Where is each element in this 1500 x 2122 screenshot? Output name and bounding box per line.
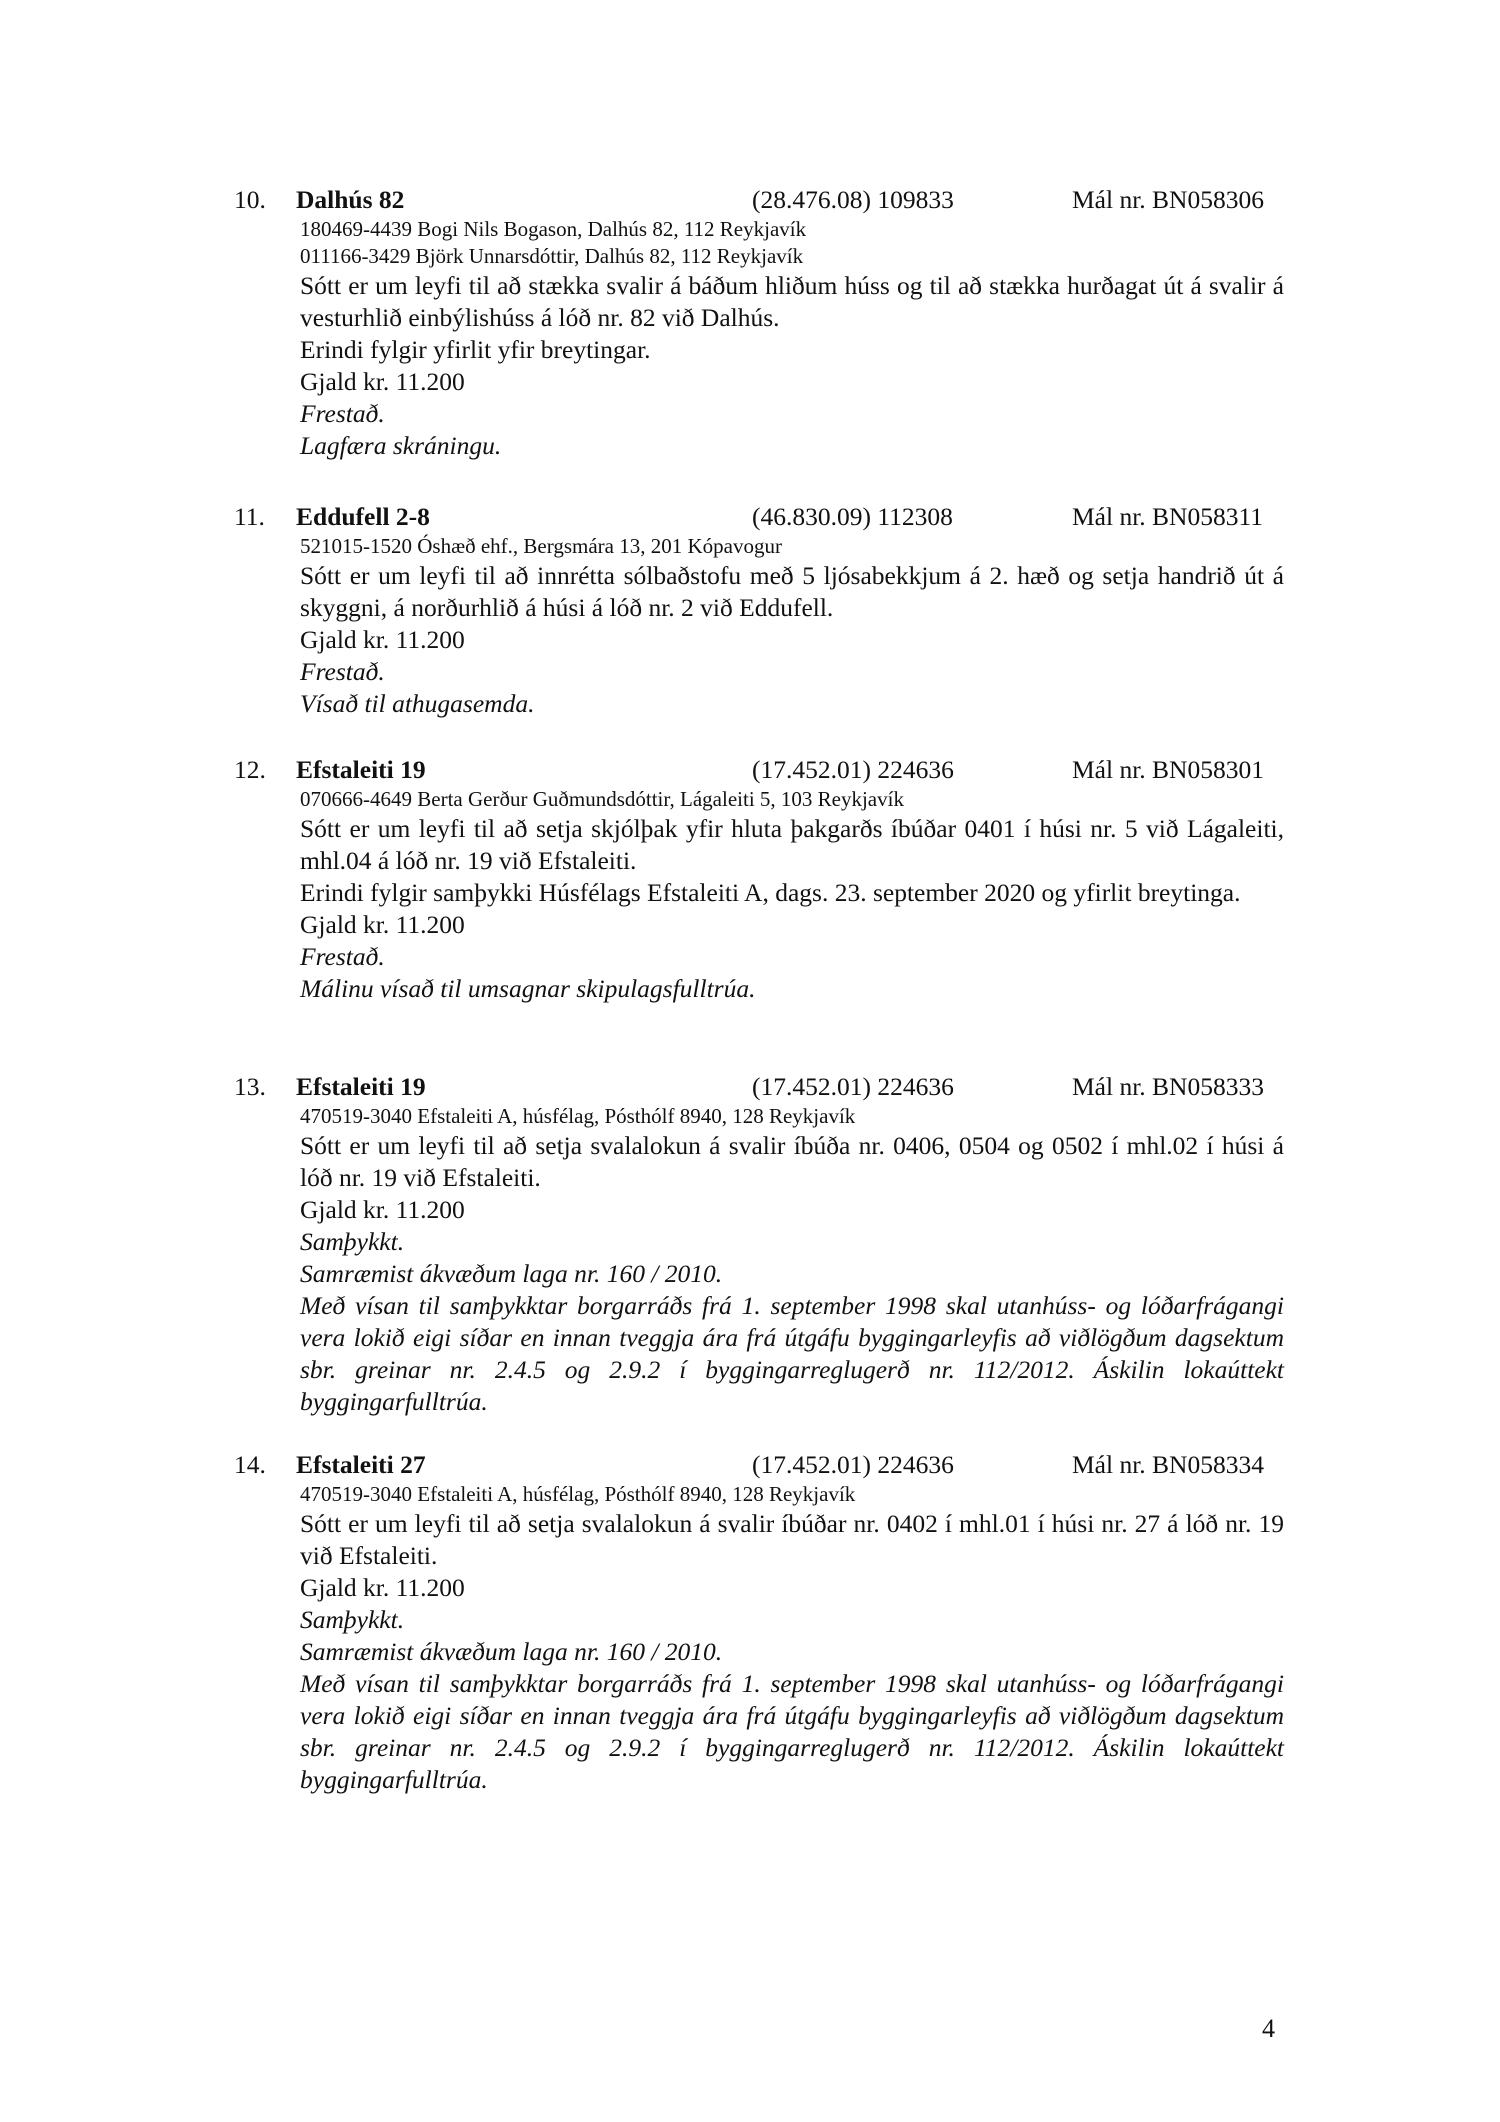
case-address: Eddufell 2-8 xyxy=(296,502,430,531)
case-body xyxy=(300,786,1284,1005)
case-number: 14. xyxy=(234,1450,266,1479)
applicant: 070666-4649 Berta Gerður Guðmundsdóttir, Lágaleiti 5, 103 Reykjavík xyxy=(300,787,904,811)
case-mal-number: Mál nr. BN058301 xyxy=(1072,755,1264,784)
case-header xyxy=(0,754,1500,786)
case-decision: Með vísan til samþykktar borgarráðs frá 1. september 1998 skal utanhúss- og lóðarfrágangi vera lokið eigi síðar en innan tveggja ára frá útgáfu byggingarleyfis að viðlögðum dagsektum sbr. greinar nr. 2.4.5 og 2.9.2 í byggingarreglugerð nr. 112/2012. Áskilin lokaúttekt byggingarfulltrúa. xyxy=(300,1291,1284,1416)
case-fee: Gjald kr. 11.200 xyxy=(300,1573,465,1602)
case-decision: Frestað. xyxy=(300,399,385,428)
case-decision: Samþykkt. xyxy=(300,1227,405,1256)
case-item xyxy=(0,184,1500,462)
case-reference: (17.452.01) 224636 xyxy=(752,755,954,784)
case-body xyxy=(300,533,1284,720)
case-item xyxy=(0,754,1500,1005)
case-header xyxy=(0,1071,1500,1103)
case-body xyxy=(300,1103,1284,1418)
case-mal-number: Mál nr. BN058334 xyxy=(1072,1450,1264,1479)
case-mal-number: Mál nr. BN058306 xyxy=(1072,185,1264,214)
case-description: Sótt er um leyfi til að stækka svalir á báðum hliðum húss og til að stækka hurðagat út á svalir á vesturhlið einbýlishúss á lóð nr. 82 við Dalhús. xyxy=(300,271,1284,332)
case-fee: Gjald kr. 11.200 xyxy=(300,1195,465,1224)
case-address: Efstaleiti 19 xyxy=(296,755,426,784)
case-description: Sótt er um leyfi til að setja svalalokun á svalir íbúða nr. 0406, 0504 og 0502 í mhl.02 í húsi á lóð nr. 19 við Efstaleiti. xyxy=(300,1131,1284,1192)
case-item xyxy=(0,501,1500,720)
case-number: 11. xyxy=(234,502,265,531)
case-description: Sótt er um leyfi til að innrétta sólbaðstofu með 5 ljósabekkjum á 2. hæð og setja handrið út á skyggni, á norðurhlið á húsi á lóð nr. 2 við Eddufell. xyxy=(300,561,1284,622)
case-decision: Frestað. xyxy=(300,942,385,971)
case-decision: Samræmist ákvæðum laga nr. 160 / 2010. xyxy=(300,1637,723,1666)
case-reference: (28.476.08) 109833 xyxy=(752,185,954,214)
case-decision: Samræmist ákvæðum laga nr. 160 / 2010. xyxy=(300,1259,723,1288)
case-decision: Með vísan til samþykktar borgarráðs frá 1. september 1998 skal utanhúss- og lóðarfrágangi vera lokið eigi síðar en innan tveggja ára frá útgáfu byggingarleyfis að viðlögðum dagsektum sbr. greinar nr. 2.4.5 og 2.9.2 í byggingarreglugerð nr. 112/2012. Áskilin lokaúttekt byggingarfulltrúa. xyxy=(300,1669,1284,1794)
case-address: Efstaleiti 19 xyxy=(296,1072,426,1101)
page-number: 4 xyxy=(1262,2014,1275,2043)
case-address: Dalhús 82 xyxy=(296,185,405,214)
case-fee: Gjald kr. 11.200 xyxy=(300,910,465,939)
case-mal-number: Mál nr. BN058333 xyxy=(1072,1072,1264,1101)
applicant: 011166-3429 Björk Unnarsdóttir, Dalhús 82, 112 Reykjavík xyxy=(300,244,804,268)
case-decision: Samþykkt. xyxy=(300,1605,405,1634)
case-mal-number: Mál nr. BN058311 xyxy=(1072,502,1264,531)
case-reference: (17.452.01) 224636 xyxy=(752,1072,954,1101)
case-decision: Lagfæra skráningu. xyxy=(300,431,502,460)
case-fee: Gjald kr. 11.200 xyxy=(300,367,465,396)
case-number: 13. xyxy=(234,1072,266,1101)
applicant: 470519-3040 Efstaleiti A, húsfélag, Pósthólf 8940, 128 Reykjavík xyxy=(300,1482,856,1506)
applicant: 521015-1520 Óshæð ehf., Bergsmára 13, 201 Kópavogur xyxy=(300,534,782,558)
case-number: 10. xyxy=(234,185,266,214)
case-header xyxy=(0,184,1500,216)
case-reference: (46.830.09) 112308 xyxy=(752,502,953,531)
case-note: Erindi fylgir yfirlit yfir breytingar. xyxy=(300,335,651,364)
case-description: Sótt er um leyfi til að setja skjólþak yfir hluta þakgarðs íbúðar 0401 í húsi nr. 5 við Lágaleiti, mhl.04 á lóð nr. 19 við Efstaleiti. xyxy=(300,814,1284,875)
case-description: Sótt er um leyfi til að setja svalalokun á svalir íbúðar nr. 0402 í mhl.01 í húsi nr. 27 á lóð nr. 19 við Efstaleiti. xyxy=(300,1509,1284,1570)
applicant: 470519-3040 Efstaleiti A, húsfélag, Pósthólf 8940, 128 Reykjavík xyxy=(300,1104,856,1128)
case-number: 12. xyxy=(234,755,266,784)
case-decision: Vísað til athugasemda. xyxy=(300,689,535,718)
case-body xyxy=(300,1481,1284,1796)
case-fee: Gjald kr. 11.200 xyxy=(300,625,465,654)
case-decision: Málinu vísað til umsagnar skipulagsfulltrúa. xyxy=(300,974,756,1003)
case-header xyxy=(0,501,1500,533)
case-item xyxy=(0,1449,1500,1796)
applicant: 180469-4439 Bogi Nils Bogason, Dalhús 82, 112 Reykjavík xyxy=(300,217,807,241)
case-address: Efstaleiti 27 xyxy=(296,1450,426,1479)
case-item xyxy=(0,1071,1500,1418)
case-reference: (17.452.01) 224636 xyxy=(752,1450,954,1479)
case-body xyxy=(300,216,1284,462)
case-decision: Frestað. xyxy=(300,657,385,686)
case-header xyxy=(0,1449,1500,1481)
case-note: Erindi fylgir samþykki Húsfélags Efstaleiti A, dags. 23. september 2020 og yfirlit breytinga. xyxy=(300,878,1241,907)
